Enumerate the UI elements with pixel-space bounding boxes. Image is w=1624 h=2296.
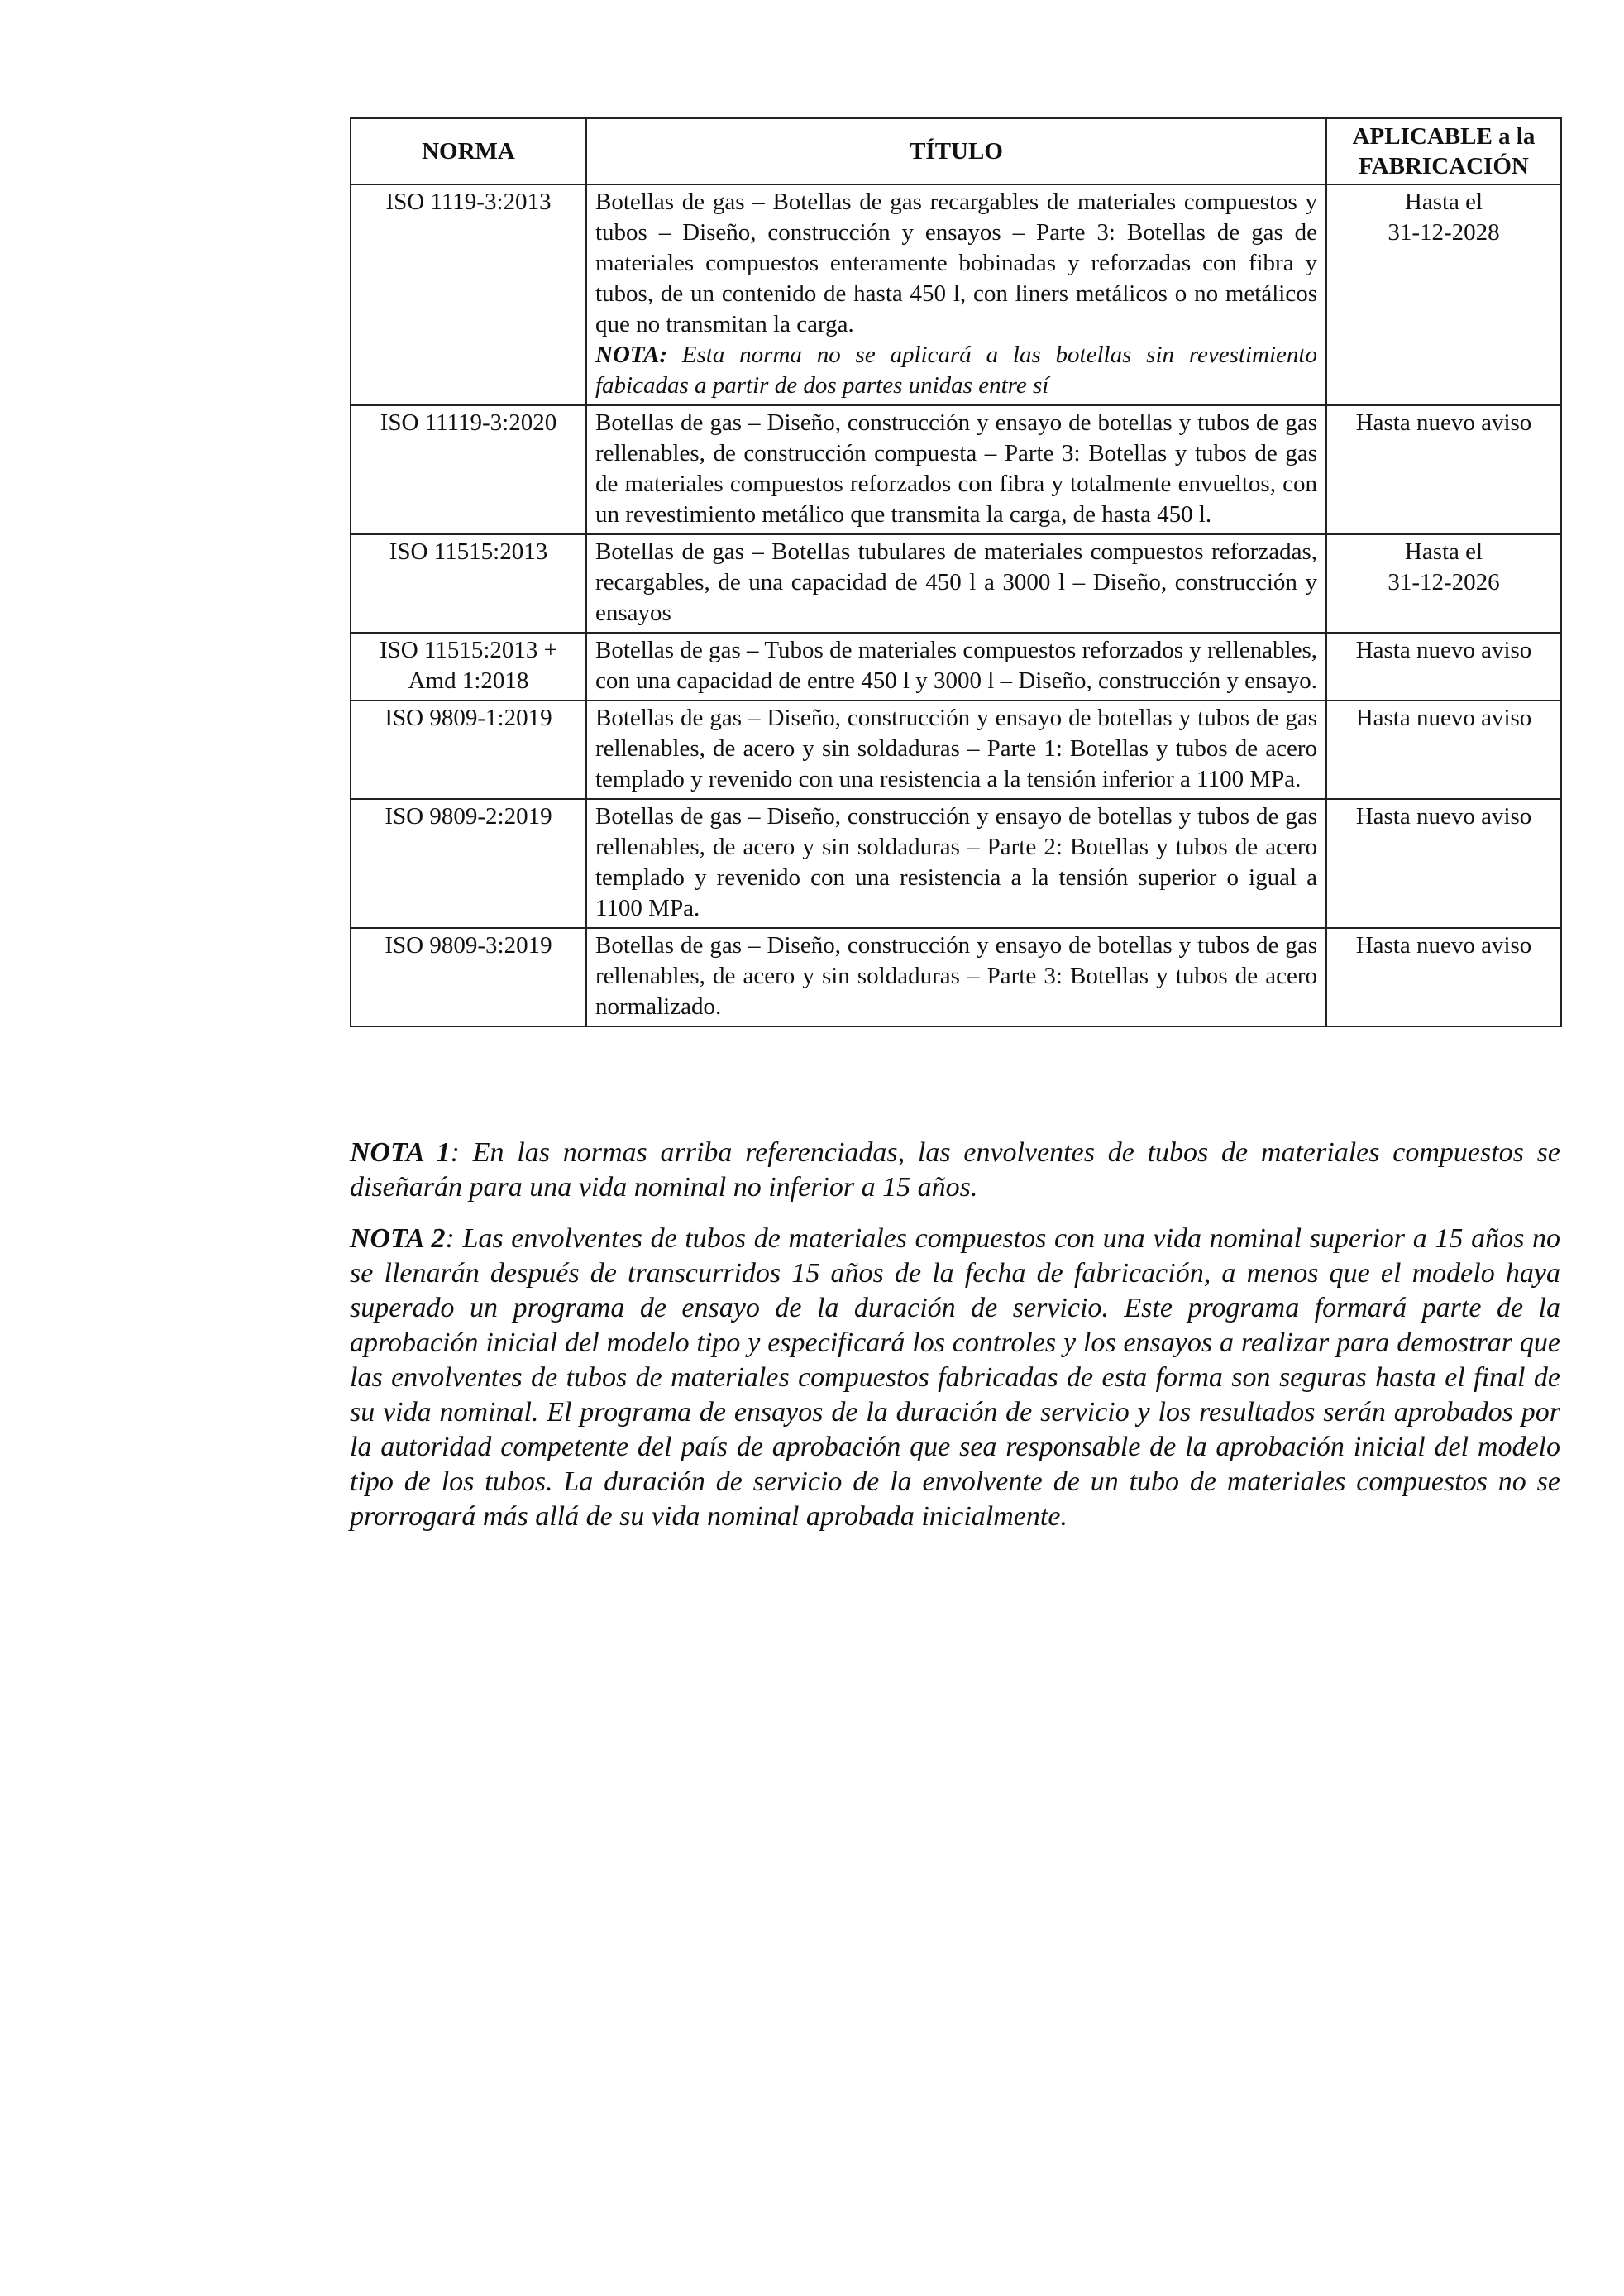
table-row: [351, 633, 1561, 701]
aplicable-cell: [1326, 928, 1561, 1026]
aplicable-cell: [1326, 534, 1561, 633]
aplicable-line: Hasta nuevo aviso: [1355, 932, 1532, 959]
titulo-text: Botellas de gas – Diseño, construcción y ensayo de botellas y tubos de gas rellenables, de acero y sin soldaduras – Parte 2: Botellas y tubos de acero templado y revenido con una resistencia a la tensión superior o igual a 1100 MPa.: [595, 803, 1317, 921]
titulo-text: Botellas de gas – Diseño, construcción y ensayo de botellas y tubos de gas rellenables, de acero y sin soldaduras – Parte 3: Botellas y tubos de acero normalizado.: [595, 932, 1317, 1020]
row-nota: [595, 340, 1317, 401]
norma-line: ISO 11515:2013 +: [379, 637, 558, 663]
table-row: [351, 184, 1561, 405]
header-titulo: TÍTULO: [586, 118, 1326, 184]
aplicable-cell: [1326, 701, 1561, 799]
aplicable-line: 31-12-2026: [1388, 569, 1500, 596]
aplicable-cell: [1326, 633, 1561, 701]
aplicable-line: Hasta nuevo aviso: [1355, 803, 1532, 830]
row-nota-text: Esta norma no se aplicará a las botellas sin revestimiento fabicadas a partir de dos partes unidas entre sí: [595, 342, 1317, 399]
row-nota-label: NOTA:: [595, 342, 667, 368]
titulo-text: Botellas de gas – Diseño, construcción y ensayo de botellas y tubos de gas rellenables, de acero y sin soldaduras – Parte 1: Botellas y tubos de acero templado y revenido con una resistencia a la tensión inferior a 1100 MPa.: [595, 705, 1317, 792]
norma-line: ISO 9809-3:2019: [385, 932, 552, 959]
titulo-text: Botellas de gas – Tubos de materiales compuestos reforzados y rellenables, con una capacidad de entre 450 l y 3000 l – Diseño, construcción y ensayo.: [595, 637, 1317, 694]
norma-line: ISO 11119-3:2020: [380, 409, 557, 436]
aplicable-line: Hasta nuevo aviso: [1355, 705, 1532, 731]
norma-cell: [351, 799, 586, 928]
aplicable-line: Hasta el: [1404, 189, 1483, 215]
table-row: [351, 928, 1561, 1026]
titulo-text: Botellas de gas – Botellas tubulares de materiales compuestos reforzadas, recargables, de una capacidad de 450 l a 3000 l – Diseño, construcción y ensayos: [595, 538, 1317, 626]
norma-cell: [351, 633, 586, 701]
titulo-text: Botellas de gas – Diseño, construcción y ensayo de botellas y tubos de gas rellenables, de construcción compuesta – Parte 3: Botellas y tubos de gas de materiales compuestos reforzados con fibra y totalmente envueltos, con un revestimiento metálico que transmita la carga, de hasta 450 l.: [595, 409, 1317, 528]
header-aplicable-line2: FABRICACIÓN: [1359, 153, 1529, 179]
norma-cell: [351, 928, 586, 1026]
titulo-cell: [586, 534, 1326, 633]
titulo-text: Botellas de gas – Botellas de gas recargables de materiales compuestos y tubos – Diseño, construcción y ensayos – Parte 3: Botellas de gas de materiales compuestos enteramente bobinadas y reforzadas con fibra y tubos, de un contenido de hasta 450 l, con liners metálicos o no metálicos que no transmitan la carga.: [595, 189, 1317, 337]
nota-2-text: : Las envolventes de tubos de materiales compuestos con una vida nominal superior a 15 años no se llenarán después de transcurridos 15 años de la fecha de fabricación, a menos que el modelo haya superado un programa de ensayo de la duración de servicio. Este programa formará parte de la aprobación inicial del modelo tipo y especificará los controles y los ensayos a realizar para demostrar que las envolventes de tubos de materiales compuestos fabricadas de esta forma son seguras hasta el final de su vida nominal. El programa de ensayos de la duración de servicio y los resultados serán aprobados por la autoridad competente del país de aprobación que sea responsable de la aprobación inicial del modelo tipo de los tubos. La duración de servicio de la envolvente de un tubo de materiales compuestos no se prorrogará más allá de su vida nominal aprobada inicialmente.: [350, 1223, 1560, 1532]
aplicable-line: Hasta nuevo aviso: [1355, 637, 1532, 663]
titulo-cell: [586, 405, 1326, 534]
nota-1-paragraph: [350, 1136, 1560, 1205]
nota-2-label: NOTA 2: [350, 1223, 446, 1254]
table-row: [351, 405, 1561, 534]
titulo-cell: [586, 701, 1326, 799]
aplicable-cell: [1326, 184, 1561, 405]
header-aplicable-line1: APLICABLE a la: [1352, 123, 1536, 150]
table-row: [351, 534, 1561, 633]
nota-1-text: : En las normas arriba referenciadas, las envolventes de tubos de materiales compuestos se diseñarán para una vida nominal no inferior a 15 años.: [350, 1137, 1560, 1203]
table-row: [351, 701, 1561, 799]
norma-line: ISO 9809-1:2019: [385, 705, 552, 731]
norma-line: Amd 1:2018: [408, 667, 529, 694]
titulo-cell: [586, 799, 1326, 928]
standards-table: [350, 117, 1562, 1027]
norma-line: ISO 1119-3:2013: [385, 189, 552, 215]
aplicable-cell: [1326, 799, 1561, 928]
norma-line: ISO 11515:2013: [389, 538, 548, 565]
aplicable-line: Hasta nuevo aviso: [1355, 409, 1532, 436]
aplicable-line: Hasta el: [1404, 538, 1483, 565]
titulo-cell: [586, 928, 1326, 1026]
header-norma: NORMA: [351, 118, 586, 184]
norma-cell: [351, 405, 586, 534]
norma-cell: [351, 701, 586, 799]
table-row: [351, 799, 1561, 928]
titulo-cell: [586, 633, 1326, 701]
nota-1-label: NOTA 1: [350, 1137, 451, 1168]
nota-2-paragraph: [350, 1222, 1560, 1534]
norma-line: ISO 9809-2:2019: [385, 803, 552, 830]
table-header-row: [351, 118, 1561, 184]
notes-section: [350, 1136, 1560, 1551]
header-aplicable: [1326, 118, 1561, 184]
titulo-cell: [586, 184, 1326, 405]
norma-cell: [351, 184, 586, 405]
aplicable-cell: [1326, 405, 1561, 534]
aplicable-line: 31-12-2028: [1388, 219, 1500, 246]
nota-2: [350, 1222, 1560, 1534]
norma-cell: [351, 534, 586, 633]
nota-1: [350, 1136, 1560, 1205]
